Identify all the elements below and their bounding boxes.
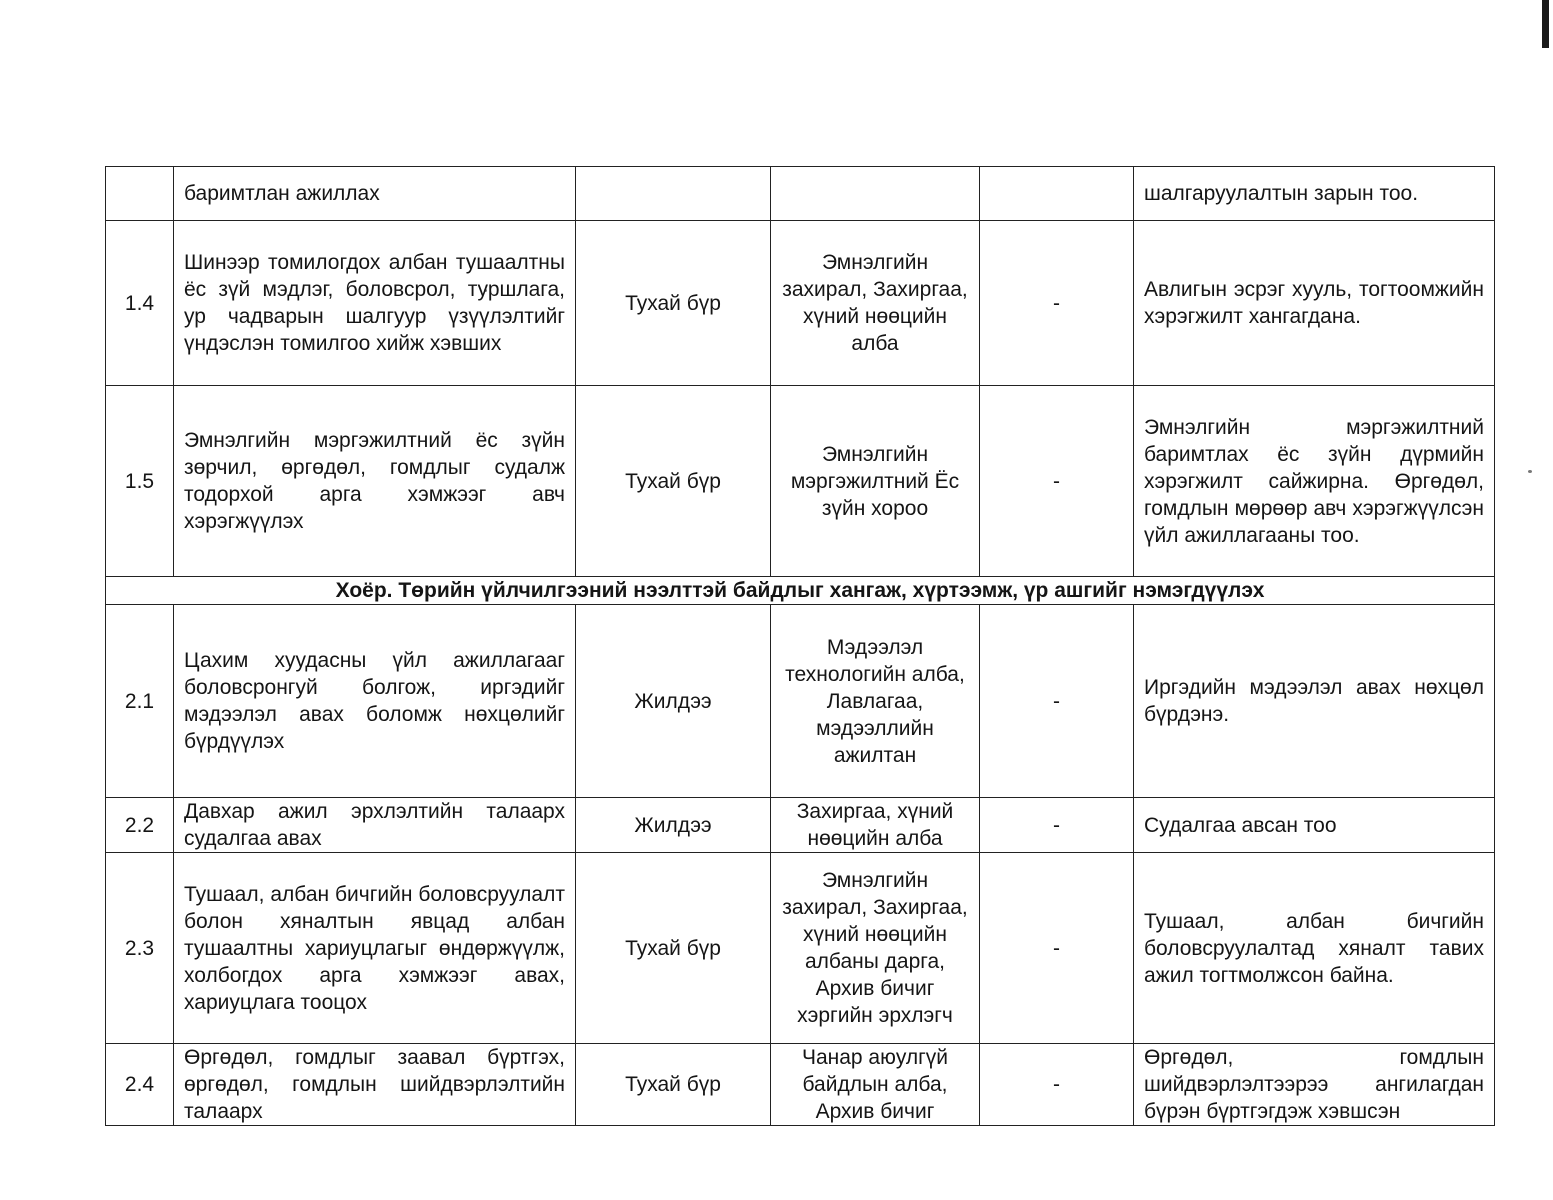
activity-cell: Цахим хуудасны үйл ажиллагааг боловсронгуй болгож, иргэдийг мэдээлэл авах боломж нөхцөлийг бүрдүүлэх: [174, 605, 576, 798]
table-row: [106, 853, 1495, 1044]
frequency-cell: Тухай бүр: [576, 853, 771, 1044]
budget-cell: [980, 167, 1134, 221]
result-cell: Өргөдөл, гомдлын шийдвэрлэлтээрээ ангилагдан бүрэн бүртгэгдэж хэвшсэн: [1134, 1044, 1495, 1126]
row-number: 1.5: [106, 386, 174, 577]
activity-cell: Эмнэлгийн мэргэжилтний ёс зүйн зөрчил, өргөдөл, гомдлыг судалж тодорхой арга хэмжээг авч хэрэгжүүлэх: [174, 386, 576, 577]
responsible-cell: Чанар аюулгүй байдлын алба, Архив бичиг: [771, 1044, 980, 1126]
responsible-cell: [771, 167, 980, 221]
budget-cell: -: [980, 798, 1134, 853]
row-number: 2.4: [106, 1044, 174, 1126]
scan-speck: [1528, 470, 1532, 473]
activity-cell: Давхар ажил эрхлэлтийн талаарх судалгаа авах: [174, 798, 576, 853]
row-number: 2.2: [106, 798, 174, 853]
activity-cell: Өргөдөл, гомдлыг заавал бүртгэх, өргөдөл, гомдлын шийдвэрлэлтийн талаарх: [174, 1044, 576, 1126]
activity-cell: баримтлан ажиллах: [174, 167, 576, 221]
result-cell: шалгаруулалтын зарын тоо.: [1134, 167, 1495, 221]
section-title: Хоёр. Төрийн үйлчилгээний нээлттэй байдлыг хангаж, хүртээмж, үр ашгийг нэмэгдүүлэх: [106, 577, 1495, 605]
responsible-cell: Эмнэлгийн мэргэжилтний Ёс зүйн хороо: [771, 386, 980, 577]
table-row: [106, 798, 1495, 853]
row-number: 2.3: [106, 853, 174, 1044]
frequency-cell: Жилдээ: [576, 798, 771, 853]
frequency-cell: Жилдээ: [576, 605, 771, 798]
responsible-cell: Захиргаа, хүний нөөцийн алба: [771, 798, 980, 853]
table-row: [106, 605, 1495, 798]
row-number: 1.4: [106, 221, 174, 386]
budget-cell: -: [980, 1044, 1134, 1126]
responsible-cell: Эмнэлгийн захирал, Захиргаа, хүний нөөцийн албаны дарга, Архив бичиг хэргийн эрхлэгч: [771, 853, 980, 1044]
table-row: [106, 221, 1495, 386]
scan-edge-mark: [1542, 0, 1549, 48]
table-row: [106, 386, 1495, 577]
frequency-cell: Тухай бүр: [576, 1044, 771, 1126]
table-row: [106, 167, 1495, 221]
row-number: 2.1: [106, 605, 174, 798]
frequency-cell: Тухай бүр: [576, 386, 771, 577]
action-plan-table: [105, 166, 1495, 1126]
budget-cell: -: [980, 221, 1134, 386]
result-cell: Эмнэлгийн мэргэжилтний баримтлах ёс зүйн дүрмийн хэрэгжилт сайжирна. Өргөдөл, гомдлын мөрөөр авч хэрэгжүүлсэн үйл ажиллагааны тоо.: [1134, 386, 1495, 577]
budget-cell: -: [980, 605, 1134, 798]
result-cell: Судалгаа авсан тоо: [1134, 798, 1495, 853]
frequency-cell: Тухай бүр: [576, 221, 771, 386]
table-row: [106, 1044, 1495, 1126]
budget-cell: -: [980, 386, 1134, 577]
result-cell: Авлигын эсрэг хууль, тогтоомжийн хэрэгжилт хангагдана.: [1134, 221, 1495, 386]
budget-cell: -: [980, 853, 1134, 1044]
frequency-cell: [576, 167, 771, 221]
responsible-cell: Эмнэлгийн захирал, Захиргаа, хүний нөөцийн алба: [771, 221, 980, 386]
result-cell: Иргэдийн мэдээлэл авах нөхцөл бүрдэнэ.: [1134, 605, 1495, 798]
responsible-cell: Мэдээлэл технологийн алба, Лавлагаа, мэдээллийн ажилтан: [771, 605, 980, 798]
section-header-row: [106, 577, 1495, 605]
activity-cell: Тушаал, албан бичгийн боловсруулалт болон хяналтын явцад албан тушаалтны хариуцлагыг өндөржүүлж, холбогдох арга хэмжээг авах, хариуцлага тооцох: [174, 853, 576, 1044]
row-number: [106, 167, 174, 221]
result-cell: Тушаал, албан бичгийн боловсруулалтад хяналт тавих ажил тогтмолжсон байна.: [1134, 853, 1495, 1044]
activity-cell: Шинээр томилогдох албан тушаалтны ёс зүй мэдлэг, боловсрол, туршлага, ур чадварын шалгуур үзүүлэлтийг үндэслэн томилгоо хийж хэвших: [174, 221, 576, 386]
